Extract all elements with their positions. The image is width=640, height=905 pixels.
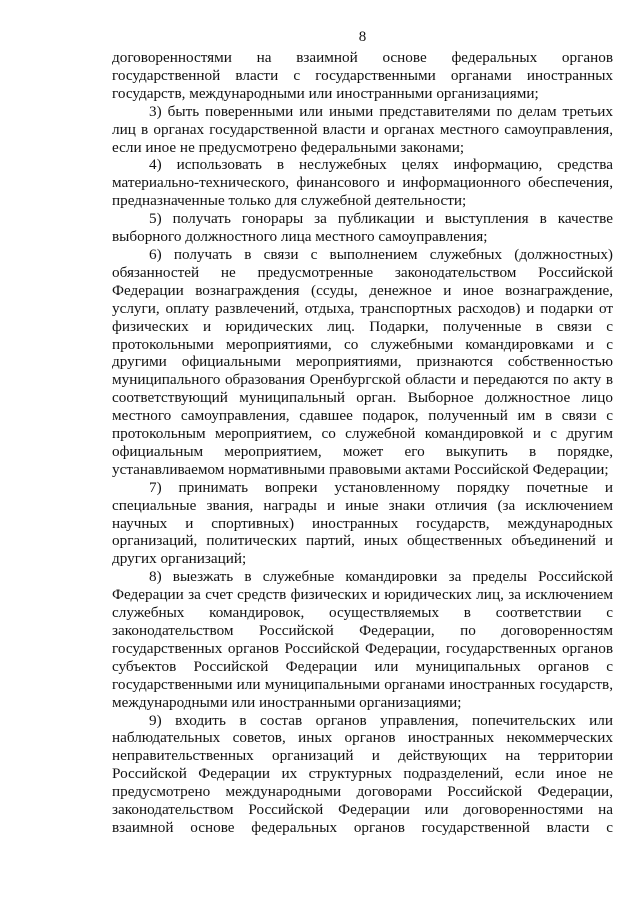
page-number: 8 xyxy=(358,29,367,45)
paragraph-item-4: 4) использовать в неслужебных целях информацию, средства материально-технического, финансового и информационного обеспечения, предназначенные только для служебной деятельности; xyxy=(112,156,613,210)
paragraph-continuation: договоренностями на взаимной основе федеральных органов государственной власти с государственными органами иностранных государств, международными или иностранными организациями; xyxy=(112,49,613,102)
paragraph-item-7: 7) принимать вопреки установленному порядку почетные и специальные звания, награды и иные знаки отличия (за исключением научных и спортивных) иностранных государств, международных организаций, политических партий, иных общественных объединений и других организаций; xyxy=(112,478,613,568)
paragraph-item-5: 5) получать гонорары за публикации и выступления в качестве выборного должностного лица местного самоуправления; xyxy=(112,210,613,246)
paragraph-item-9: 9) входить в состав органов управления, попечительских или наблюдательных советов, иных органов иностранных некоммерческих неправительственных организаций и действующих на территории Российской Федерации их структурных подразделений, если иное не предусмотрено международными договорами Российской Федерации, законодательством Российской Федерации или договоренностями на взаимной основе федеральных органов государственной власти с xyxy=(112,711,613,836)
paragraph-item-6: 6) получать в связи с выполнением служебных (должностных) обязанностей не предусмотренные законодательством Российской Федерации вознаграждения (ссуды, денежное и иное вознаграждение, услуги, оплату развлечений, отдыха, транспортных расходов) и подарки от физических и юридических лиц. Подарки, полученные в связи с протокольными мероприятиями, со служебными командировками и с другими официальными мероприятиями, признаются собственностью муниципального образования Оренбургской области и передаются по акту в соответствующий муниципальный орган. Выборное должностное лицо местного самоуправления, сдавшее подарок, полученный им в связи с протокольным мероприятием, со служебной командировкой и с другим официальным мероприятием, может его выкупить в порядке, устанавливаемом нормативными правовыми актами Российской Федерации; xyxy=(112,245,613,478)
paragraph-item-8: 8) выезжать в служебные командировки за пределы Российской Федерации за счет средств физических и юридических лиц, за исключением служебных командировок, осуществляемых в соответствии с законодательством Российской Федерации, по договоренностям государственных органов Российской Федерации, государственных органов субъектов Российской Федерации или муниципальных органов с государственными или муниципальными органами иностранных государств, международными или иностранными организациями; xyxy=(112,568,613,711)
paragraph-item-3: 3) быть поверенными или иными представителями по делам третьих лиц в органах государственной власти и органах местного самоуправления, если иное не предусмотрено федеральными законами; xyxy=(112,102,613,156)
